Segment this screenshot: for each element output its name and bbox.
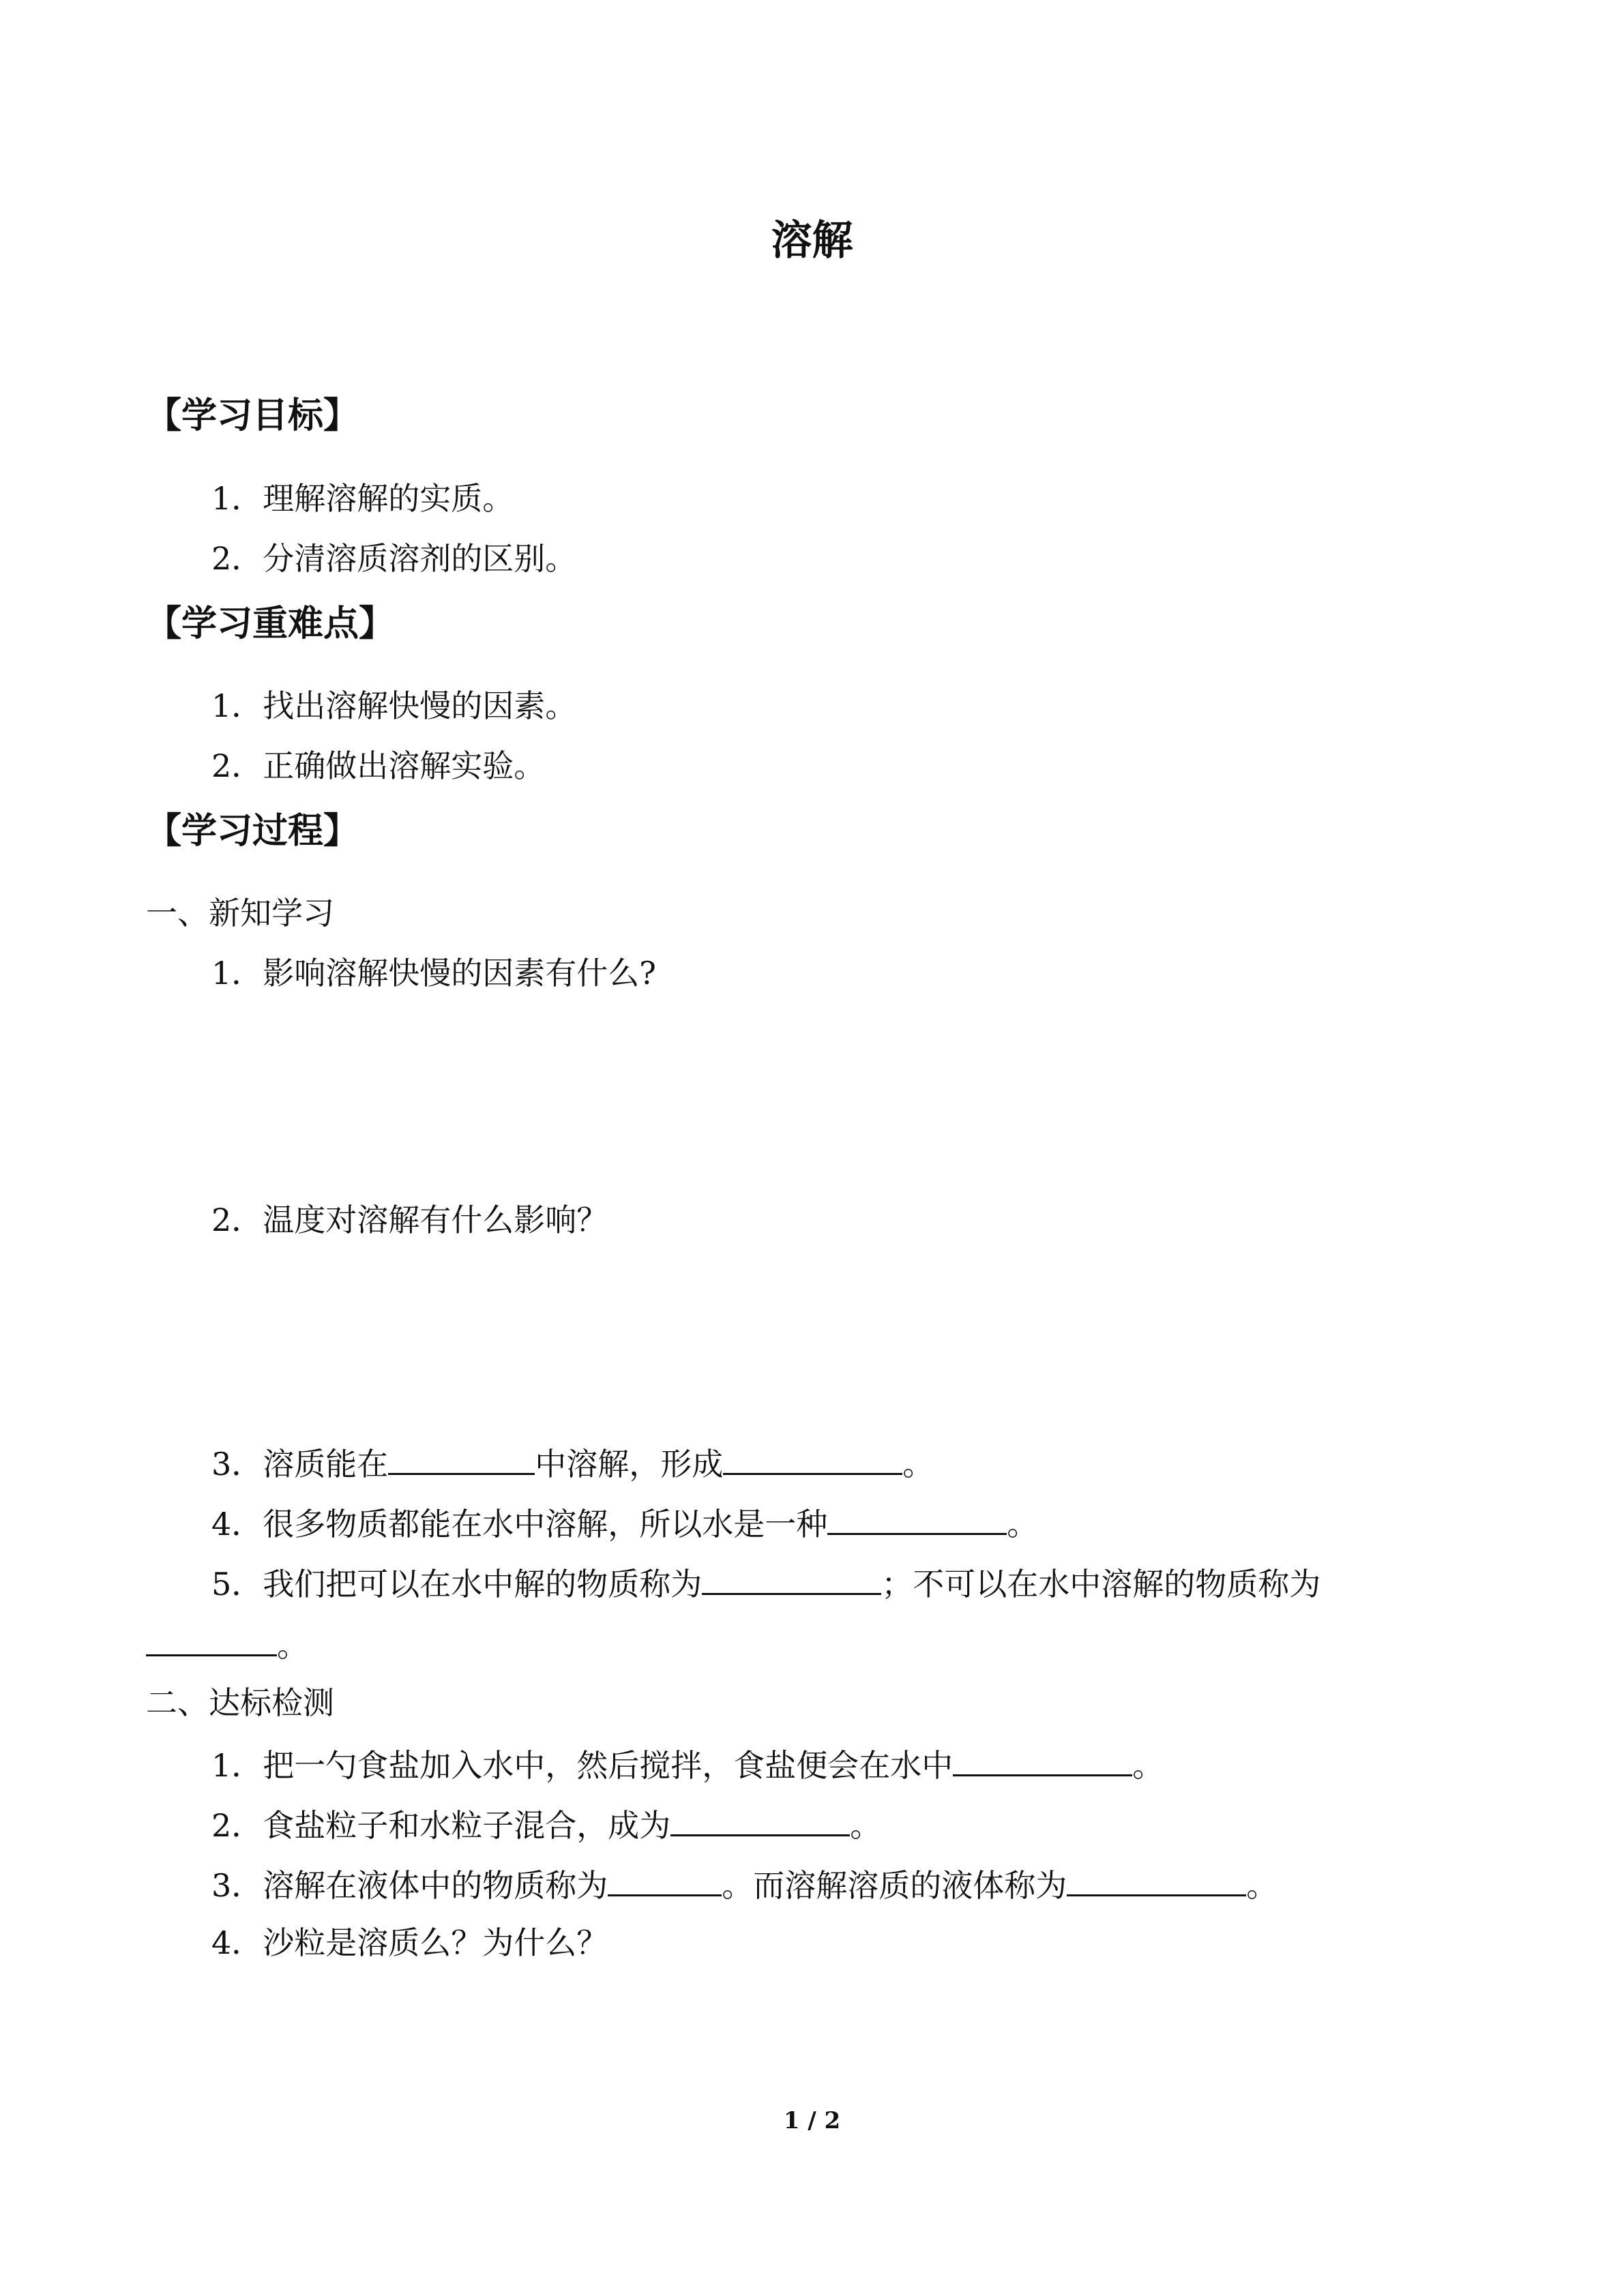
question-text: 5．我们把可以在水中解的物质称为: [211, 1566, 703, 1602]
page-number: 1 / 2: [783, 2107, 841, 2134]
part1-question-4: [211, 1500, 1038, 1545]
answer-blank[interactable]: [388, 1440, 535, 1475]
part1-question-5: [211, 1560, 1320, 1605]
answer-blank[interactable]: [827, 1500, 1007, 1535]
page-title: 溶解: [771, 217, 853, 265]
answer-blank[interactable]: [608, 1862, 722, 1896]
answer-blank[interactable]: [670, 1802, 850, 1836]
question-text: 4．很多物质都能在水中溶解，所以水是一种: [211, 1506, 828, 1542]
question-text: 。: [1007, 1506, 1039, 1542]
answer-blank[interactable]: [146, 1622, 277, 1656]
part1-question-3: [211, 1440, 934, 1485]
part2-question-1: [211, 1742, 1164, 1787]
question-text: 。: [850, 1807, 882, 1844]
answer-blank[interactable]: [953, 1742, 1132, 1776]
part2-question-2: [211, 1802, 881, 1847]
goal-item-1: 1．理解溶解的实质。: [211, 480, 514, 517]
key-point-item-2: 2．正确做出溶解实验。: [211, 747, 546, 784]
section-heading-key-points: 【学习重难点】: [146, 603, 395, 644]
key-point-item-1: 1．找出溶解快慢的因素。: [211, 687, 577, 724]
part1-heading: 一、新知学习: [146, 895, 334, 931]
section-heading-process: 【学习过程】: [146, 811, 359, 852]
question-text: 。而溶解溶质的液体称为: [722, 1867, 1067, 1904]
question-text: 1．把一勺食盐加入水中，然后搅拌，食盐便会在水中: [211, 1747, 954, 1784]
answer-blank[interactable]: [1067, 1862, 1246, 1896]
goal-item-2: 2．分清溶质溶剂的区别。: [211, 540, 577, 577]
question-text: 2．食盐粒子和水粒子混合，成为: [211, 1807, 671, 1844]
question-text: 。: [1246, 1867, 1278, 1904]
part1-question-1: 1．影响溶解快慢的因素有什么?: [211, 955, 656, 992]
question-text: 3．溶质能在: [211, 1446, 389, 1482]
question-text: 中溶解，形成: [535, 1446, 724, 1482]
question-text: ；不可以在水中溶解的物质称为: [881, 1566, 1321, 1602]
part2-question-3: [211, 1862, 1278, 1907]
question-text: 3．溶解在液体中的物质称为: [211, 1867, 608, 1904]
part1-question-5-continued: [146, 1622, 308, 1667]
part2-heading: 二、达标检测: [146, 1684, 334, 1721]
question-text: 。: [1132, 1747, 1164, 1784]
question-text: 。: [902, 1446, 934, 1482]
question-text: 。: [277, 1627, 308, 1664]
section-heading-goals: 【学习目标】: [146, 396, 359, 436]
part2-question-4: 4．沙粒是溶质么？为什么？: [211, 1924, 608, 1961]
answer-blank[interactable]: [723, 1440, 902, 1475]
answer-blank[interactable]: [702, 1560, 881, 1595]
part1-question-2: 2．温度对溶解有什么影响？: [211, 1202, 608, 1238]
